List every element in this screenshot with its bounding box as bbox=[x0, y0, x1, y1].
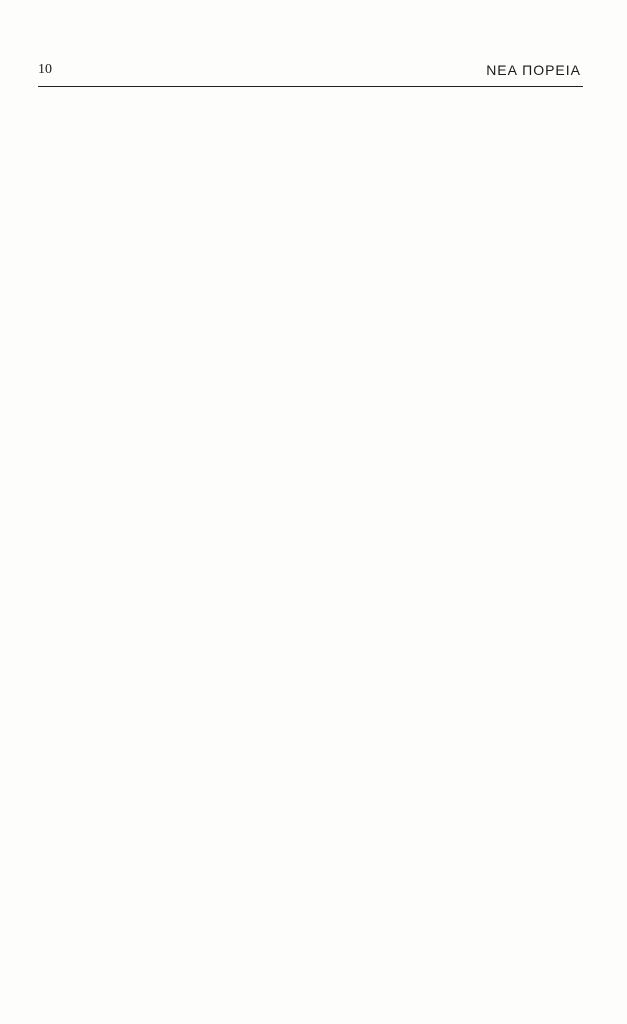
left-text-column bbox=[42, 98, 304, 998]
journal-title: ΝΕΑ ΠΟΡΕΙΑ bbox=[486, 62, 581, 78]
page-number: 10 bbox=[38, 62, 52, 77]
header-rule bbox=[38, 86, 583, 87]
right-text-column bbox=[318, 98, 580, 998]
